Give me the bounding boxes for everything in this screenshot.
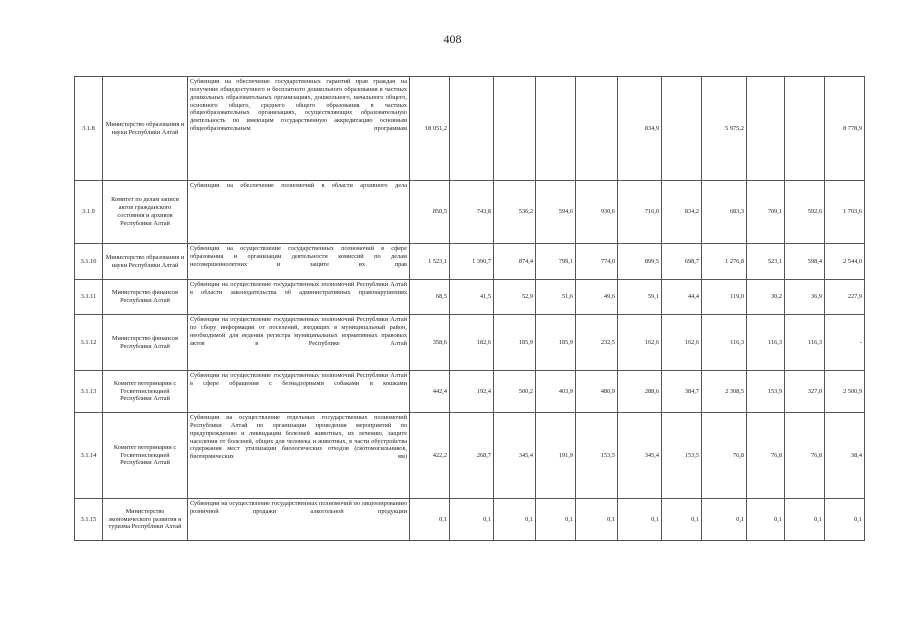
row-value: 743,8 — [450, 181, 494, 244]
row-description: Субвенции на осуществление государственных полномочий по лицензированию розничной продажи алкогольной продукции — [188, 499, 410, 541]
row-value: 345,4 — [618, 413, 662, 499]
row-value: 0,1 — [662, 499, 702, 541]
row-value — [662, 77, 702, 181]
row-value: 8 778,9 — [825, 77, 865, 181]
row-value: 698,7 — [662, 244, 702, 280]
row-value: 403,9 — [536, 371, 576, 413]
row-value: 36,9 — [785, 280, 825, 315]
row-value: 153,5 — [662, 413, 702, 499]
row-value: 1 390,7 — [450, 244, 494, 280]
row-organization: Комитет ветеринарии с Госветинспекцией Республики Алтай — [103, 371, 188, 413]
row-description: Субвенции на обеспечение полномочий в области архивного дела — [188, 181, 410, 244]
row-description: Субвенции на осуществление государственных полномочий Республики Алтай по сбору информации от поселений, входящих в муниципальный район, необходимой для ведения регистра муниципальных нормативных правовых актов в Республике Алтай — [188, 315, 410, 371]
row-value: 232,5 — [576, 315, 618, 371]
row-value: 2 308,5 — [702, 371, 747, 413]
row-value: 153,9 — [747, 371, 785, 413]
row-value: 0,1 — [702, 499, 747, 541]
row-value: 191,9 — [536, 413, 576, 499]
table-row — [75, 499, 865, 541]
row-value: 76,8 — [702, 413, 747, 499]
row-value: 327,0 — [785, 371, 825, 413]
row-value: 358,6 — [410, 315, 450, 371]
table-row — [75, 280, 865, 315]
row-value — [785, 77, 825, 181]
table-row — [75, 371, 865, 413]
row-value: 850,5 — [410, 181, 450, 244]
row-value: 799,1 — [536, 244, 576, 280]
row-organization: Министерство образования и науки Республики Алтай — [103, 77, 188, 181]
row-organization: Комитет ветеринарии с Госветинспекцией Республики Алтай — [103, 413, 188, 499]
row-value: 44,4 — [662, 280, 702, 315]
row-value: 523,1 — [747, 244, 785, 280]
row-value — [494, 77, 536, 181]
row-value — [450, 77, 494, 181]
row-value: 76,8 — [785, 413, 825, 499]
page-number: 408 — [443, 32, 462, 46]
row-description: Субвенции на осуществление государственных полномочий Республики Алтай в сфере обращения с безнадзорными собаками и кошками — [188, 371, 410, 413]
row-value: 51,6 — [536, 280, 576, 315]
row-organization: Министерство финансов Республики Алтай — [103, 315, 188, 371]
row-value: - — [825, 315, 865, 371]
row-value: 2 500,9 — [825, 371, 865, 413]
row-description: Субвенции на обеспечение государственных гарантий прав граждан на получение общедоступного и бесплатного дошкольного образования в частных дошкольных образовательных организациях, дошкольного, начального общего, основного общего, среднего общего образования в частных общеобразовательных организациях, осуществляющих образовательную деятельность по имеющим государственную аккредитацию основным общеобразовательным программам — [188, 77, 410, 181]
row-value: 185,9 — [494, 315, 536, 371]
row-value: 288,6 — [618, 371, 662, 413]
row-value: 683,3 — [702, 181, 747, 244]
row-value: 185,9 — [536, 315, 576, 371]
budget-table — [74, 76, 865, 541]
table-row — [75, 181, 865, 244]
row-value: 536,2 — [494, 181, 536, 244]
row-description: Субвенции на осуществление отдельных государственных полномочий Республики Алтай по организации проведения мероприятий по предупреждению и ликвидации болезней животных, их лечению, защите населения от болезней, общих для человека и животных, в части обустройства содержания мест утилизации биологических отходов (скотомогильников, биотермических ям) — [188, 413, 410, 499]
row-value: 116,3 — [702, 315, 747, 371]
row-value: 0,1 — [536, 499, 576, 541]
row-value: 0,1 — [410, 499, 450, 541]
row-value: 0,1 — [494, 499, 536, 541]
table-row — [75, 244, 865, 280]
row-value: 49,6 — [576, 280, 618, 315]
row-value: 0,1 — [450, 499, 494, 541]
row-value: 2 544,0 — [825, 244, 865, 280]
row-value: 268,7 — [450, 413, 494, 499]
row-value: 119,0 — [702, 280, 747, 315]
row-value: 1 276,8 — [702, 244, 747, 280]
row-value: 709,1 — [747, 181, 785, 244]
row-value: 598,4 — [785, 244, 825, 280]
row-organization: Комитет по делам записи актов гражданского состояния и архивов Республики Алтай — [103, 181, 188, 244]
row-value: 18 051,2 — [410, 77, 450, 181]
row-value: 592,6 — [785, 181, 825, 244]
row-value: 899,5 — [618, 244, 662, 280]
row-value: 182,6 — [450, 315, 494, 371]
row-value: 192,4 — [450, 371, 494, 413]
row-value: 442,4 — [410, 371, 450, 413]
row-value: 774,0 — [576, 244, 618, 280]
row-value: 116,3 — [785, 315, 825, 371]
row-value: 38,4 — [825, 413, 865, 499]
row-organization: Министерство финансов Республики Алтай — [103, 280, 188, 315]
row-value: 30,2 — [747, 280, 785, 315]
row-value — [747, 77, 785, 181]
row-value: 162,6 — [618, 315, 662, 371]
row-value: 68,5 — [410, 280, 450, 315]
row-value: 1 523,1 — [410, 244, 450, 280]
row-value: 5 975,2 — [702, 77, 747, 181]
row-value: 874,4 — [494, 244, 536, 280]
row-value: 59,1 — [618, 280, 662, 315]
row-organization: Министерство образования и науки Республики Алтай — [103, 244, 188, 280]
row-value: 594,6 — [536, 181, 576, 244]
row-code: 3.1.15 — [75, 499, 103, 541]
row-value: 834,9 — [618, 77, 662, 181]
row-code: 3.1.8 — [75, 77, 103, 181]
row-value: 227,9 — [825, 280, 865, 315]
row-code: 3.1.14 — [75, 413, 103, 499]
row-value: 0,1 — [747, 499, 785, 541]
row-value: 480,9 — [576, 371, 618, 413]
row-value — [536, 77, 576, 181]
row-value: 52,9 — [494, 280, 536, 315]
row-value: 116,3 — [747, 315, 785, 371]
row-value: 1 703,6 — [825, 181, 865, 244]
row-value: 0,1 — [618, 499, 662, 541]
row-value: 422,2 — [410, 413, 450, 499]
row-value: 930,6 — [576, 181, 618, 244]
row-code: 3.1.12 — [75, 315, 103, 371]
row-value: 345,4 — [494, 413, 536, 499]
row-code: 3.1.9 — [75, 181, 103, 244]
row-value: 41,5 — [450, 280, 494, 315]
row-description: Субвенции на осуществление государственных полномочий в сфере образования и организации деятельности комиссий по делам несовершеннолетних и защите их прав — [188, 244, 410, 280]
row-value: 716,0 — [618, 181, 662, 244]
table-row — [75, 413, 865, 499]
row-value: 76,8 — [747, 413, 785, 499]
row-value — [576, 77, 618, 181]
row-value: 153,5 — [576, 413, 618, 499]
row-description: Субвенции на осуществление государственных полномочий Республики Алтай в области законодательства об административных правонарушениях — [188, 280, 410, 315]
row-code: 3.1.11 — [75, 280, 103, 315]
row-organization: Министерство экономического развития и туризма Республики Алтай — [103, 499, 188, 541]
row-value: 384,7 — [662, 371, 702, 413]
row-value: 0,1 — [785, 499, 825, 541]
row-value: 500,2 — [494, 371, 536, 413]
row-value: 162,6 — [662, 315, 702, 371]
row-value: 834,2 — [662, 181, 702, 244]
row-code: 3.1.13 — [75, 371, 103, 413]
table-row — [75, 77, 865, 181]
table-row — [75, 315, 865, 371]
row-value: 0,1 — [825, 499, 865, 541]
row-value: 0,1 — [576, 499, 618, 541]
row-code: 3.1.10 — [75, 244, 103, 280]
